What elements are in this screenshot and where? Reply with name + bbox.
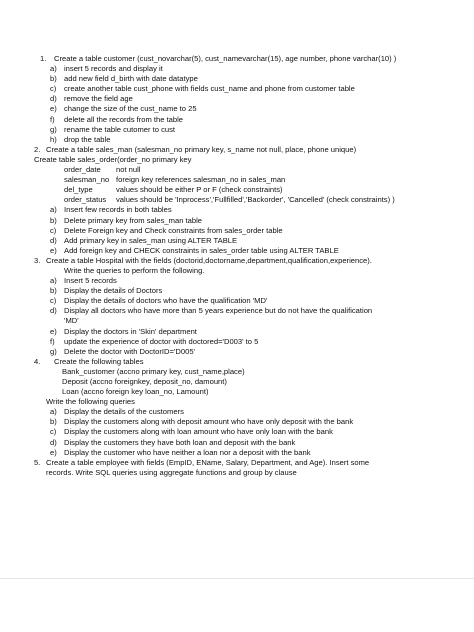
question-title: Create the following tables [54, 356, 144, 366]
question-4-tables [34, 367, 458, 397]
item-text: Add foreign key and CHECK constraints in sales_order table using ALTER TABLE [64, 245, 339, 255]
field-constraint: values should be 'Inprocess','Fullfilled','Backorder', 'Cancelled' (check constraints) ) [116, 195, 395, 205]
item-marker: d) [50, 94, 57, 104]
list-item [34, 347, 458, 357]
item-marker: c) [50, 225, 57, 235]
question-number: 3. [34, 255, 41, 265]
question-5-continuation [34, 468, 458, 478]
question-number: 1. [40, 54, 47, 63]
item-text: Add primary key in sales_man using ALTER TABLE [64, 235, 238, 245]
list-item [34, 438, 458, 448]
item-text: Display the details of doctors who have the qualification 'MD' [64, 296, 268, 306]
question-4-heading [34, 357, 458, 367]
subtitle-text: Write the queries to perform the following. [64, 265, 205, 275]
question-title-continued: records. Write SQL queries using aggregate functions and group by clause [46, 467, 297, 477]
item-text: rename the table cutomer to cust [64, 124, 176, 134]
question-list [34, 54, 458, 478]
list-item [34, 84, 458, 94]
list-item [34, 104, 458, 114]
list-item [34, 226, 458, 236]
field-name: del_type [64, 185, 93, 195]
item-marker: c) [50, 427, 57, 437]
question-title: Create a table employee with fields (EmpID, EName, Salary, Department, and Age). Insert some [46, 457, 370, 467]
field-row [34, 165, 458, 175]
question-3-heading [34, 256, 458, 266]
item-text: 'MD' [64, 316, 79, 326]
question-number: 2. [34, 144, 41, 154]
list-item [34, 448, 458, 458]
item-marker: d) [50, 306, 57, 316]
field-constraint: foreign key references salesman_no in sales_man [116, 175, 286, 185]
question-title: Create a table sales_man (salesman_no primary key, s_name not null, place, phone unique) [46, 144, 357, 154]
list-item [34, 417, 458, 427]
item-text: Display the customers along with loan amount who have only loan with the bank [64, 427, 333, 437]
list-item [34, 64, 458, 74]
item-marker: a) [50, 407, 57, 417]
list-item [34, 125, 458, 135]
field-constraint: not null [116, 165, 141, 175]
item-text: Insert few records in both tables [64, 205, 172, 215]
item-text: Display the details of Doctors [64, 286, 163, 296]
item-text: Display the customers they have both loan and deposit with the bank [64, 437, 296, 447]
item-marker: d) [50, 437, 57, 447]
item-text: add new field d_birth with date datatype [64, 74, 198, 84]
question-4-items [34, 407, 458, 457]
item-marker: b) [50, 286, 57, 296]
question-1-heading [34, 54, 458, 64]
list-item [34, 306, 458, 316]
list-item [34, 94, 458, 104]
item-marker: f) [50, 336, 55, 346]
table-definition: Bank_customer (accno primary key, cust_name,place) [62, 366, 245, 376]
table-definition: Deposit (accno foreignkey, deposit_no, damount) [62, 377, 227, 386]
item-marker: b) [50, 215, 57, 225]
item-marker: b) [50, 74, 57, 84]
question-2-items [34, 205, 458, 255]
list-item [34, 205, 458, 215]
question-2-intro [34, 155, 458, 165]
item-marker: c) [50, 84, 57, 94]
item-marker: e) [50, 447, 57, 457]
question-3-subtitle [34, 266, 458, 276]
item-marker: d) [50, 235, 57, 245]
item-marker: a) [50, 276, 57, 286]
item-text: Display the details of the customers [64, 407, 184, 417]
item-marker: g) [50, 346, 57, 356]
item-marker: h) [50, 134, 57, 144]
table-definition: Loan (accno foreign key loan_no, Lamount) [62, 387, 209, 397]
item-text: Display all doctors who have more than 5 years experience but do not have the qualification [64, 306, 373, 316]
item-text: Delete Foreign key and Check constraints from sales_order table [64, 225, 283, 235]
item-text: create another table cust_phone with fields cust_name and phone from customer table [64, 84, 355, 94]
list-item [34, 246, 458, 256]
list-item [34, 286, 458, 296]
item-marker: a) [50, 64, 57, 74]
item-text: Display the customer who have neither a loan nor a deposit with the bank [64, 447, 311, 457]
item-text: change the size of the cust_name to 25 [64, 104, 197, 114]
item-text: insert 5 records and display it [64, 64, 163, 74]
field-row [34, 185, 458, 195]
field-name: order_status [64, 195, 107, 205]
item-text: Insert 5 records [64, 276, 117, 286]
item-text: drop the table [64, 134, 111, 144]
list-item [34, 135, 458, 145]
item-text: Delete the doctor with DoctorID='D005' [64, 346, 196, 356]
list-item [34, 316, 458, 326]
list-item [34, 337, 458, 347]
question-1-items [34, 64, 458, 145]
list-item [34, 327, 458, 337]
subtitle-text: Write the following queries [46, 397, 135, 407]
question-4-subtitle [34, 397, 458, 407]
list-item [34, 74, 458, 84]
question-title: Create a table customer (cust_novarchar(5), cust_namevarchar(15), age number, phone varchar(10) ) [54, 54, 397, 63]
list-item [34, 276, 458, 286]
question-number: 5. [34, 457, 41, 467]
list-item [34, 115, 458, 125]
field-row [34, 175, 458, 185]
item-marker: f) [50, 114, 55, 124]
question-number: 4. [34, 356, 41, 366]
item-marker: a) [50, 205, 57, 215]
item-text: Display the doctors in 'Skin' department [64, 326, 197, 336]
field-row [34, 195, 458, 205]
list-item [34, 427, 458, 437]
list-item [34, 407, 458, 417]
item-text: delete all the records from the table [64, 114, 184, 124]
question-3-items [34, 276, 458, 357]
item-marker: c) [50, 296, 57, 306]
field-name: order_date [64, 165, 101, 175]
question-5-heading [34, 458, 458, 468]
intro-text: Create table sales_order(order_no primary key [34, 154, 192, 164]
item-marker: g) [50, 124, 57, 134]
list-item [34, 296, 458, 306]
item-marker: b) [50, 417, 57, 427]
question-2-heading [34, 145, 458, 155]
list-item [34, 236, 458, 246]
item-text: update the experience of doctor with doctored='D003' to 5 [64, 336, 259, 346]
item-text: Delete primary key from sales_man table [64, 215, 203, 225]
page-divider [0, 578, 474, 579]
list-item [34, 216, 458, 226]
item-marker: e) [50, 326, 57, 336]
item-text: Display the customers along with deposit amount who have only deposit with the bank [64, 417, 354, 427]
sales-order-fields [34, 165, 458, 205]
question-title: Create a table Hospital with the fields (doctorid,doctorname,department,qualification,experience). [46, 255, 372, 265]
field-name: salesman_no [64, 175, 110, 185]
item-marker: e) [50, 104, 57, 114]
item-marker: e) [50, 245, 57, 255]
item-text: remove the field age [64, 94, 133, 104]
field-constraint: values should be either P or F (check constraints) [116, 185, 283, 195]
